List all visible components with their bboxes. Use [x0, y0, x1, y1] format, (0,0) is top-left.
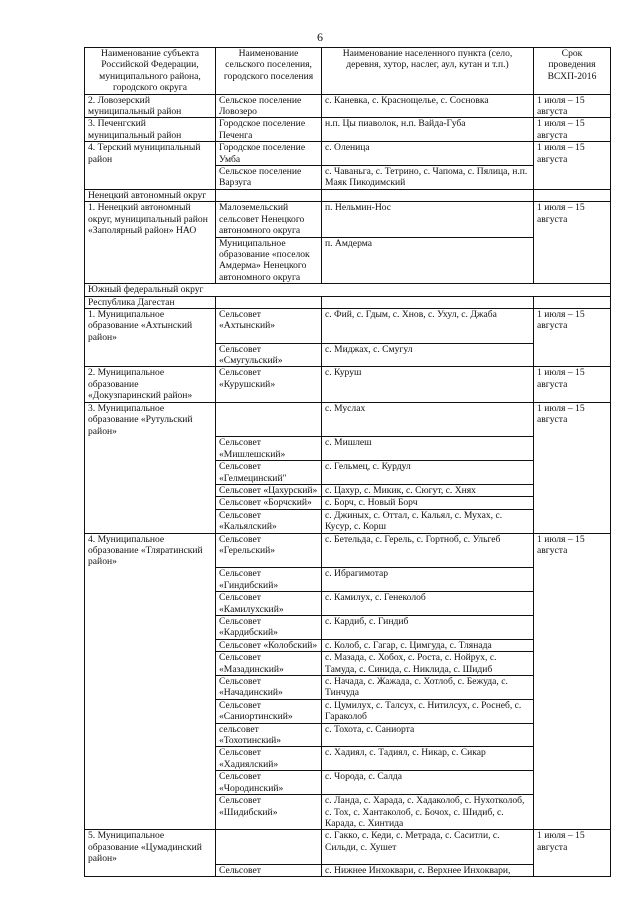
locality-cell: с. Борч, с. Новый Борч	[322, 497, 534, 509]
locality-cell: с. Мишлеш	[322, 437, 534, 461]
region-empty-cell	[534, 189, 611, 201]
table-row	[85, 402, 611, 437]
period-cell	[534, 509, 611, 533]
table-row	[85, 676, 611, 700]
table-header-row	[85, 48, 611, 95]
settlement-cell: Сельсовет «Хадиялский»	[216, 747, 322, 771]
region-empty-cell	[322, 189, 534, 201]
period-cell	[534, 795, 611, 830]
period-cell	[534, 461, 611, 485]
table-row	[85, 639, 611, 651]
locality-cell: с. Ибрагимотар	[322, 568, 534, 592]
municipality-cell	[85, 497, 216, 509]
period-cell: 1 июля – 15 августа	[534, 533, 611, 568]
locality-cell: с. Мазада, с. Хобох, с. Роста, с. Нойрух, с. Тамуда, с. Синида, с. Никлида, с. Шидиб	[322, 652, 534, 676]
period-cell	[534, 166, 611, 190]
table-row	[85, 568, 611, 592]
municipality-cell	[85, 616, 216, 640]
locality-cell: с. Куруш	[322, 367, 534, 402]
municipality-cell: 1. Ненецкий автономный округ, муниципальный район «Заполярный район» НАО	[85, 202, 216, 237]
settlement-cell: Сельсовет «Кардибский»	[216, 616, 322, 640]
table-row	[85, 747, 611, 771]
period-cell	[534, 865, 611, 877]
settlement-cell: Городское поселение Умба	[216, 142, 322, 166]
municipality-cell	[85, 865, 216, 877]
period-cell	[534, 676, 611, 700]
table-row	[85, 865, 611, 877]
locality-cell: п. Амдерма	[322, 237, 534, 284]
locality-cell: с. Камилух, с. Генеколоб	[322, 592, 534, 616]
table-row	[85, 509, 611, 533]
locality-cell: с. Кардиб, с. Гиндиб	[322, 616, 534, 640]
table-body	[85, 94, 611, 877]
table-row	[85, 533, 611, 568]
settlement-cell: Городское поселение Печенга	[216, 118, 322, 142]
period-cell	[534, 616, 611, 640]
table-row	[85, 461, 611, 485]
header-settlement: Наименование сельского поселения, городского поселения	[216, 48, 322, 95]
region-empty-cell	[322, 296, 534, 308]
municipality-cell	[85, 461, 216, 485]
period-cell	[534, 652, 611, 676]
settlement-cell: Сельсовет «Саниортинский»	[216, 699, 322, 723]
region-empty-cell	[216, 189, 322, 201]
locality-cell: с. Чаваньга, с. Тетрино, с. Чапома, с. Пялица, н.п. Маяк Пикодимский	[322, 166, 534, 190]
table-row	[85, 166, 611, 190]
municipality-cell	[85, 676, 216, 700]
table-row	[85, 699, 611, 723]
settlement-cell: Сельсовет «Колобский»	[216, 639, 322, 651]
region-empty-cell	[534, 296, 611, 308]
period-cell: 1 июля – 15 августа	[534, 118, 611, 142]
settlement-cell: Сельсовет «Мазадинский»	[216, 652, 322, 676]
locality-cell: с. Тохота, с. Саниорта	[322, 723, 534, 747]
period-cell: 1 июля – 15 августа	[534, 202, 611, 237]
period-cell	[534, 437, 611, 461]
table-row	[85, 652, 611, 676]
table-row	[85, 202, 611, 237]
period-cell: 1 июля – 15 августа	[534, 94, 611, 118]
municipality-cell	[85, 568, 216, 592]
locality-cell: с. Оленица	[322, 142, 534, 166]
locality-cell: с. Каневка, с. Краснощелье, с. Сосновка	[322, 94, 534, 118]
municipality-cell	[85, 592, 216, 616]
period-cell	[534, 568, 611, 592]
table-row	[85, 771, 611, 795]
period-cell	[534, 497, 611, 509]
settlement-cell	[216, 830, 322, 865]
table-row	[85, 308, 611, 343]
locality-cell: с. Гельмец, с. Курдул	[322, 461, 534, 485]
locality-cell: с. Нижнее Инхоквари, с. Верхнее Инхоквари,	[322, 865, 534, 877]
settlement-cell: Сельсовет «Кальялский»	[216, 509, 322, 533]
locality-cell: с. Джиных, с. Оттал, с. Кальял, с. Мухах, с. Кусур, с. Корш	[322, 509, 534, 533]
settlement-cell: Сельсовет	[216, 865, 322, 877]
page-number: 6	[317, 30, 323, 44]
table-row	[85, 343, 611, 367]
municipality-cell: 4. Терский муниципальный район	[85, 142, 216, 166]
municipality-cell: 2. Муниципальное образование «Докузпаринский район»	[85, 367, 216, 402]
table-row	[85, 94, 611, 118]
table-row	[85, 795, 611, 830]
settlement-cell: Сельское поселение Ловозеро	[216, 94, 322, 118]
period-cell	[534, 237, 611, 284]
table-row	[85, 142, 611, 166]
table-row	[85, 616, 611, 640]
table-row	[85, 830, 611, 865]
header-subject: Наименование субъекта Российской Федерации, муниципального района, городского округа	[85, 48, 216, 95]
region-name: Республика Дагестан	[85, 296, 216, 308]
settlement-cell: Сельсовет «Гелмецинский"	[216, 461, 322, 485]
municipality-cell	[85, 509, 216, 533]
period-cell: 1 июля – 15 августа	[534, 308, 611, 343]
municipality-cell	[85, 747, 216, 771]
municipality-cell	[85, 437, 216, 461]
municipality-cell	[85, 639, 216, 651]
region-row	[85, 189, 611, 201]
table-row	[85, 723, 611, 747]
municipality-cell: 4. Муниципальное образование «Тляратинский район»	[85, 533, 216, 568]
municipality-cell: 1. Муниципальное образование «Ахтынский район»	[85, 308, 216, 343]
district-name: Южный федеральный округ	[85, 284, 611, 296]
municipality-cell: 5. Муниципальное образование «Цумадинский район»	[85, 830, 216, 865]
header-locality: Наименование населенного пункта (село, деревня, хутор, наслег, аул, кутан и т.п.)	[322, 48, 534, 95]
municipality-cell	[85, 699, 216, 723]
period-cell	[534, 747, 611, 771]
locality-cell: с. Чорода, с. Салда	[322, 771, 534, 795]
settlement-cell: Сельсовет «Цахурский»	[216, 485, 322, 497]
region-empty-cell	[216, 296, 322, 308]
municipality-cell	[85, 795, 216, 830]
settlement-cell: Сельсовет «Чородинский»	[216, 771, 322, 795]
district-row	[85, 284, 611, 296]
locality-cell: с. Колоб, с. Гагар, с. Цимгуда, с. Тлянада	[322, 639, 534, 651]
locality-cell: с. Фий, с. Гдым, с. Хнов, с. Ухул, с. Джаба	[322, 308, 534, 343]
settlement-cell: Сельсовет «Герельский»	[216, 533, 322, 568]
settlement-cell: Сельсовет «Шидибский»	[216, 795, 322, 830]
period-cell	[534, 343, 611, 367]
period-cell	[534, 592, 611, 616]
table-row	[85, 485, 611, 497]
table-row	[85, 497, 611, 509]
locality-cell: с. Бетельда, с. Герель, с. Гортноб, с. Ульгеб	[322, 533, 534, 568]
locality-cell: с. Начада, с. Жажада, с. Хотлоб, с. Бежуда, с. Тинчуда	[322, 676, 534, 700]
locality-cell: с. Цумилух, с. Талсух, с. Нитилсух, с. Роснеб, с. Гараколоб	[322, 699, 534, 723]
settlement-cell: Сельсовет «Ахтынский»	[216, 308, 322, 343]
census-schedule-table	[84, 47, 611, 877]
period-cell	[534, 699, 611, 723]
locality-cell: с. Цахур, с. Микик, с. Сюгут, с. Хнях	[322, 485, 534, 497]
settlement-cell: сельсовет «Тохотинский»	[216, 723, 322, 747]
municipality-cell: 3. Муниципальное образование «Рутульский район»	[85, 402, 216, 437]
municipality-cell	[85, 771, 216, 795]
settlement-cell: Сельсовет «Курушский»	[216, 367, 322, 402]
locality-cell: с. Муслах	[322, 402, 534, 437]
settlement-cell: Сельсовет «Борчский»	[216, 497, 322, 509]
locality-cell: с. Гакко, с. Кеди, с. Метрада, с. Саситли, с. Сильди, с. Хушет	[322, 830, 534, 865]
settlement-cell: Сельское поселение Варзуга	[216, 166, 322, 190]
period-cell: 1 июля – 15 августа	[534, 142, 611, 166]
period-cell	[534, 485, 611, 497]
locality-cell: с. Ланда, с. Харада, с. Хадаколоб, с. Нухотколоб, с. Тох, с. Хантаколоб, с. Бочох, с. Шидиб, с. Карада, с. Хинтида	[322, 795, 534, 830]
table-row	[85, 237, 611, 284]
table-row	[85, 118, 611, 142]
header-period: Срок проведения ВСХП-2016	[534, 48, 611, 95]
settlement-cell: Сельсовет «Мишлешский»	[216, 437, 322, 461]
municipality-cell	[85, 723, 216, 747]
settlement-cell: Сельсовет «Камилухский»	[216, 592, 322, 616]
period-cell: 1 июля – 15 августа	[534, 830, 611, 865]
period-cell: 1 июля – 15 августа	[534, 402, 611, 437]
municipality-cell: 2. Ловозерский муниципальный район	[85, 94, 216, 118]
locality-cell: н.п. Цы пиаволок, н.п. Вайда-Губа	[322, 118, 534, 142]
table-row	[85, 437, 611, 461]
settlement-cell: Сельсовет «Начадинский»	[216, 676, 322, 700]
period-cell	[534, 723, 611, 747]
region-name: Ненецкий автономный округ	[85, 189, 216, 201]
period-cell: 1 июля – 15 августа	[534, 367, 611, 402]
settlement-cell	[216, 402, 322, 437]
settlement-cell: Малоземельский сельсовет Ненецкого автономного округа	[216, 202, 322, 237]
locality-cell: п. Нельмин-Нос	[322, 202, 534, 237]
municipality-cell	[85, 343, 216, 367]
municipality-cell	[85, 237, 216, 284]
period-cell	[534, 639, 611, 651]
locality-cell: с. Миджах, с. Смугул	[322, 343, 534, 367]
settlement-cell: Муниципальное образование «поселок Амдерма» Ненецкого автономного округа	[216, 237, 322, 284]
municipality-cell	[85, 652, 216, 676]
table-row	[85, 367, 611, 402]
period-cell	[534, 771, 611, 795]
municipality-cell	[85, 166, 216, 190]
locality-cell: с. Хадиял, с. Тадиял, с. Никар, с. Сикар	[322, 747, 534, 771]
region-row	[85, 296, 611, 308]
municipality-cell: 3. Печенгский муниципальный район	[85, 118, 216, 142]
table-row	[85, 592, 611, 616]
municipality-cell	[85, 485, 216, 497]
settlement-cell: Сельсовет «Гиндибский»	[216, 568, 322, 592]
settlement-cell: Сельсовет «Смугульский»	[216, 343, 322, 367]
